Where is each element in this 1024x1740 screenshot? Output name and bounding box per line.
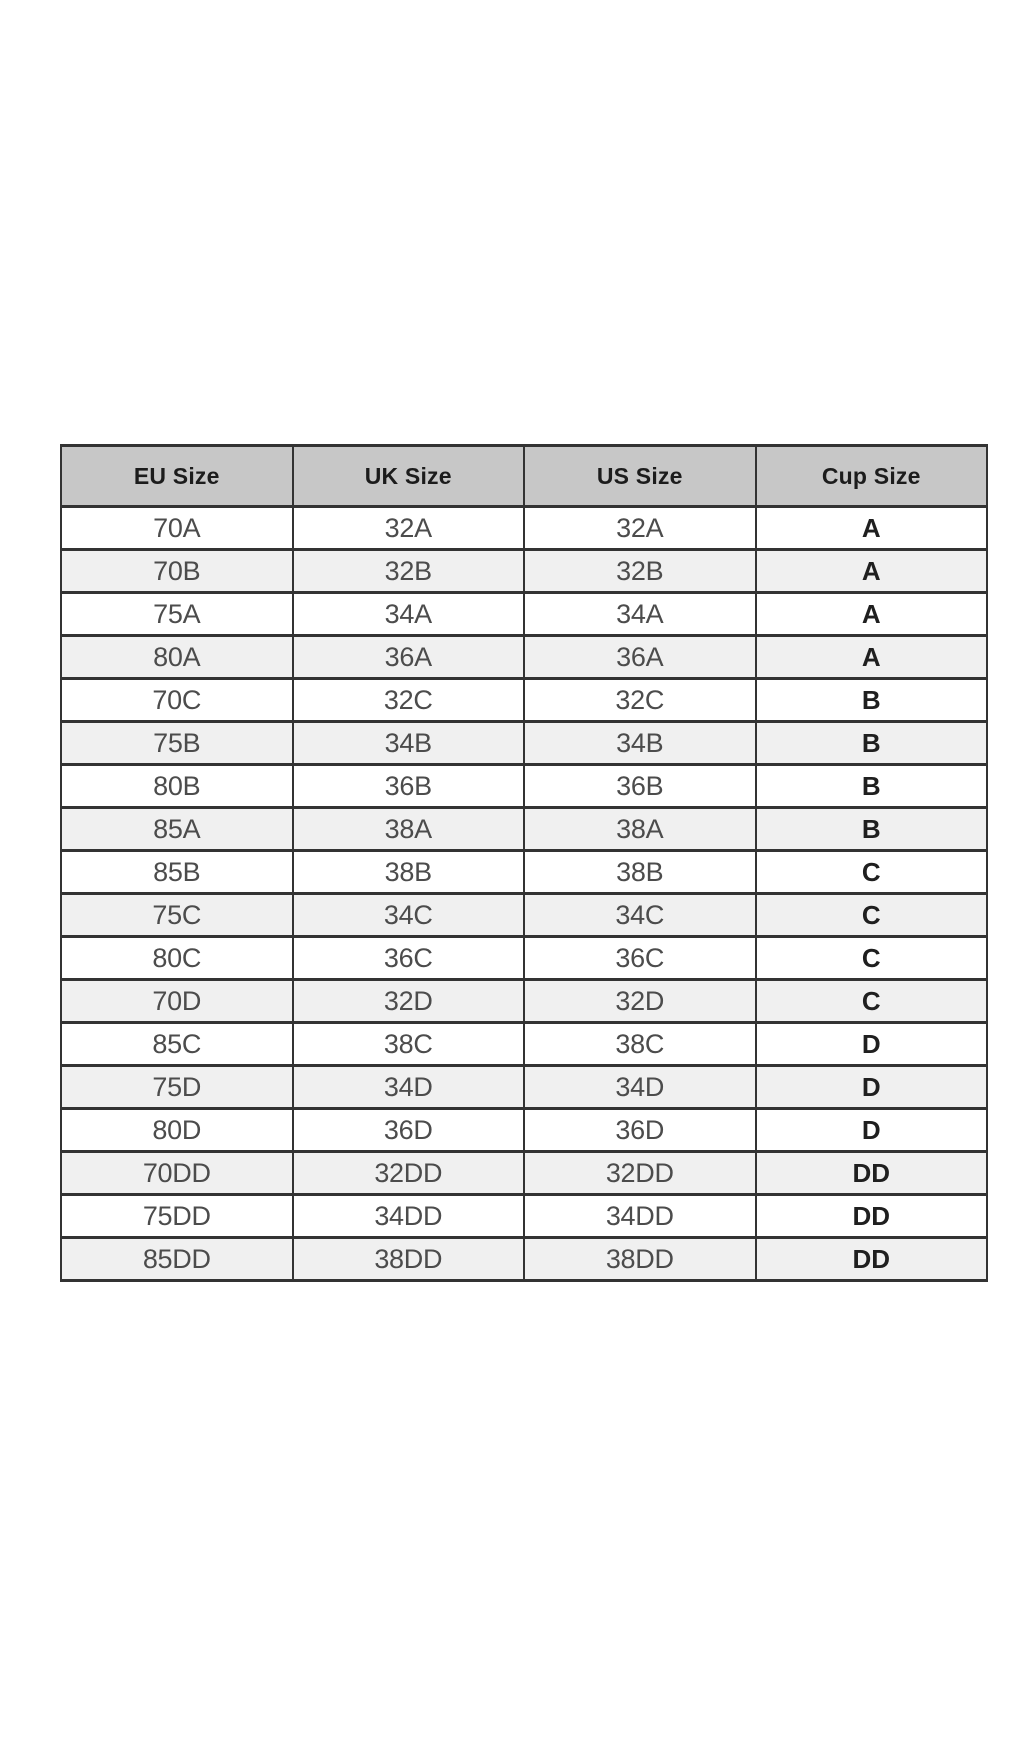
size-conversion-table: [60, 444, 988, 1282]
band-size-cell: 38B: [524, 851, 756, 894]
table-row: [61, 765, 987, 808]
band-size-cell: 38A: [524, 808, 756, 851]
band-size-cell: 85A: [61, 808, 293, 851]
band-size-cell: 36A: [293, 636, 525, 679]
table-row: [61, 507, 987, 550]
cup-size-cell: C: [756, 937, 988, 980]
band-size-cell: 32D: [524, 980, 756, 1023]
band-size-cell: 36B: [524, 765, 756, 808]
band-size-cell: 36C: [524, 937, 756, 980]
band-size-cell: 75A: [61, 593, 293, 636]
band-size-cell: 85B: [61, 851, 293, 894]
header-row: [61, 446, 987, 507]
band-size-cell: 34C: [524, 894, 756, 937]
band-size-cell: 75D: [61, 1066, 293, 1109]
column-header-us-size: US Size: [524, 446, 756, 507]
band-size-cell: 36B: [293, 765, 525, 808]
cup-size-cell: C: [756, 980, 988, 1023]
band-size-cell: 32DD: [524, 1152, 756, 1195]
band-size-cell: 70B: [61, 550, 293, 593]
band-size-cell: 34D: [293, 1066, 525, 1109]
band-size-cell: 32DD: [293, 1152, 525, 1195]
table-row: [61, 679, 987, 722]
table-row: [61, 550, 987, 593]
band-size-cell: 34C: [293, 894, 525, 937]
table-body: [61, 507, 987, 1281]
band-size-cell: 32C: [293, 679, 525, 722]
cup-size-cell: B: [756, 765, 988, 808]
band-size-cell: 36D: [293, 1109, 525, 1152]
band-size-cell: 34B: [524, 722, 756, 765]
table-row: [61, 636, 987, 679]
band-size-cell: 32C: [524, 679, 756, 722]
cup-size-cell: D: [756, 1066, 988, 1109]
table-row: [61, 937, 987, 980]
cup-size-cell: A: [756, 593, 988, 636]
band-size-cell: 32A: [293, 507, 525, 550]
band-size-cell: 38DD: [524, 1238, 756, 1281]
band-size-cell: 75B: [61, 722, 293, 765]
table-row: [61, 808, 987, 851]
band-size-cell: 70A: [61, 507, 293, 550]
column-header-uk-size: UK Size: [293, 446, 525, 507]
cup-size-cell: C: [756, 894, 988, 937]
band-size-cell: 32B: [293, 550, 525, 593]
cup-size-cell: DD: [756, 1195, 988, 1238]
cup-size-cell: DD: [756, 1238, 988, 1281]
band-size-cell: 70DD: [61, 1152, 293, 1195]
band-size-cell: 38C: [524, 1023, 756, 1066]
band-size-cell: 32A: [524, 507, 756, 550]
table-row: [61, 1195, 987, 1238]
table-row: [61, 722, 987, 765]
band-size-cell: 80C: [61, 937, 293, 980]
band-size-cell: 38A: [293, 808, 525, 851]
band-size-cell: 80D: [61, 1109, 293, 1152]
table-row: [61, 980, 987, 1023]
table-row: [61, 1152, 987, 1195]
cup-size-cell: A: [756, 507, 988, 550]
table-row: [61, 1109, 987, 1152]
cup-size-cell: B: [756, 722, 988, 765]
band-size-cell: 80B: [61, 765, 293, 808]
band-size-cell: 38DD: [293, 1238, 525, 1281]
table-row: [61, 1023, 987, 1066]
table-row: [61, 1066, 987, 1109]
cup-size-cell: A: [756, 550, 988, 593]
cup-size-cell: DD: [756, 1152, 988, 1195]
band-size-cell: 75C: [61, 894, 293, 937]
band-size-cell: 38B: [293, 851, 525, 894]
table-row: [61, 1238, 987, 1281]
cup-size-cell: A: [756, 636, 988, 679]
cup-size-cell: D: [756, 1023, 988, 1066]
band-size-cell: 34A: [524, 593, 756, 636]
band-size-cell: 38C: [293, 1023, 525, 1066]
table-row: [61, 894, 987, 937]
cup-size-cell: B: [756, 679, 988, 722]
band-size-cell: 34DD: [524, 1195, 756, 1238]
band-size-cell: 36D: [524, 1109, 756, 1152]
cup-size-cell: C: [756, 851, 988, 894]
table-header: [61, 446, 987, 507]
table-row: [61, 851, 987, 894]
band-size-cell: 70C: [61, 679, 293, 722]
column-header-eu-size: EU Size: [61, 446, 293, 507]
band-size-cell: 80A: [61, 636, 293, 679]
table-row: [61, 593, 987, 636]
band-size-cell: 85DD: [61, 1238, 293, 1281]
band-size-cell: 75DD: [61, 1195, 293, 1238]
band-size-cell: 34A: [293, 593, 525, 636]
band-size-cell: 36A: [524, 636, 756, 679]
band-size-cell: 32D: [293, 980, 525, 1023]
column-header-cup-size: Cup Size: [756, 446, 988, 507]
band-size-cell: 70D: [61, 980, 293, 1023]
band-size-cell: 34D: [524, 1066, 756, 1109]
cup-size-cell: D: [756, 1109, 988, 1152]
cup-size-cell: B: [756, 808, 988, 851]
band-size-cell: 34B: [293, 722, 525, 765]
band-size-cell: 36C: [293, 937, 525, 980]
band-size-cell: 85C: [61, 1023, 293, 1066]
band-size-cell: 32B: [524, 550, 756, 593]
band-size-cell: 34DD: [293, 1195, 525, 1238]
